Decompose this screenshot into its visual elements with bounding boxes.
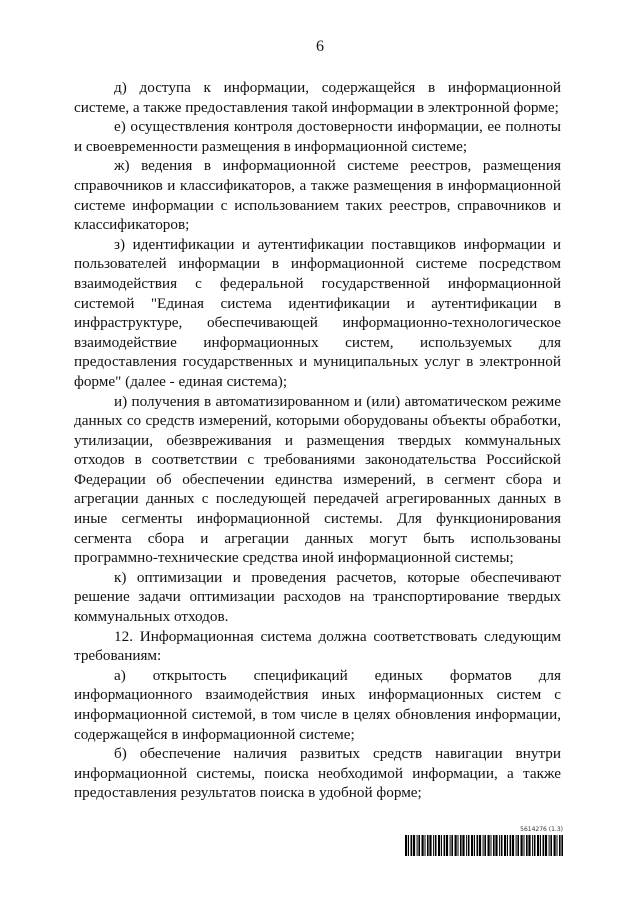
page-number: 6: [316, 38, 324, 55]
barcode-icon: [405, 835, 563, 856]
barcode-caption: 5614276 (1.3): [520, 826, 563, 833]
paragraph-z: з) идентификации и аутентификации поставщиков информации и пользователей информации в информационной системе посредством взаимодействия с федеральной государственной информационной системой "Единая система идентификации и аутентификации в инфраструктуре, обеспечивающей информационно-технологическое взаимодействие информационных систем, используемых для предоставления государственных и муниципальных услуг в электронной форме" (далее - единая система);: [74, 235, 561, 390]
paragraph-i: и) получения в автоматизированном и (или) автоматическом режиме данных со средств измерений, которыми оборудованы объекты обработки, утилизации, обезвреживания и размещения твердых коммунальных отходов в соответствии с требованиями законодательства Российской Федерации об обеспечении единства измерений, в сегмент сбора и агрегации данных с последующей передачей агрегированных данных в иные сегменты информационной системы. Для функционирования сегмента сбора и агрегации данных могут быть использованы программно-технические средства иной информационной системы;: [74, 392, 561, 567]
paragraph-12: 12. Информационная система должна соответствовать следующим требованиям:: [74, 627, 561, 665]
paragraph-a: а) открытость спецификаций единых форматов для информационного взаимодействия иных информационных систем с информационной системой, в том числе в целях обновления информации, содержащейся в информационной системе;: [74, 666, 561, 743]
paragraph-b: б) обеспечение наличия развитых средств навигации внутри информационной системы, поиска необходимой информации, а также предоставления результатов поиска в удобной форме;: [74, 745, 561, 802]
paragraph-d: д) доступа к информации, содержащейся в информационной системе, а также предоставления такой информации в электронной форме;: [74, 79, 561, 116]
barcode-block: [405, 826, 563, 860]
paragraph-zh: ж) ведения в информационной системе реестров, размещения справочников и классификаторов, а также размещения в информационной системе информации с использованием таких реестров, справочников и классификаторов;: [74, 157, 561, 234]
paragraph-k: к) оптимизации и проведения расчетов, которые обеспечивают решение задачи оптимизации расходов на транспортирование твердых коммунальных отходов.: [74, 568, 561, 626]
document-body: [74, 78, 561, 803]
paragraph-e: е) осуществления контроля достоверности информации, ее полноты и своевременности размещения в информационной системе;: [74, 118, 561, 155]
